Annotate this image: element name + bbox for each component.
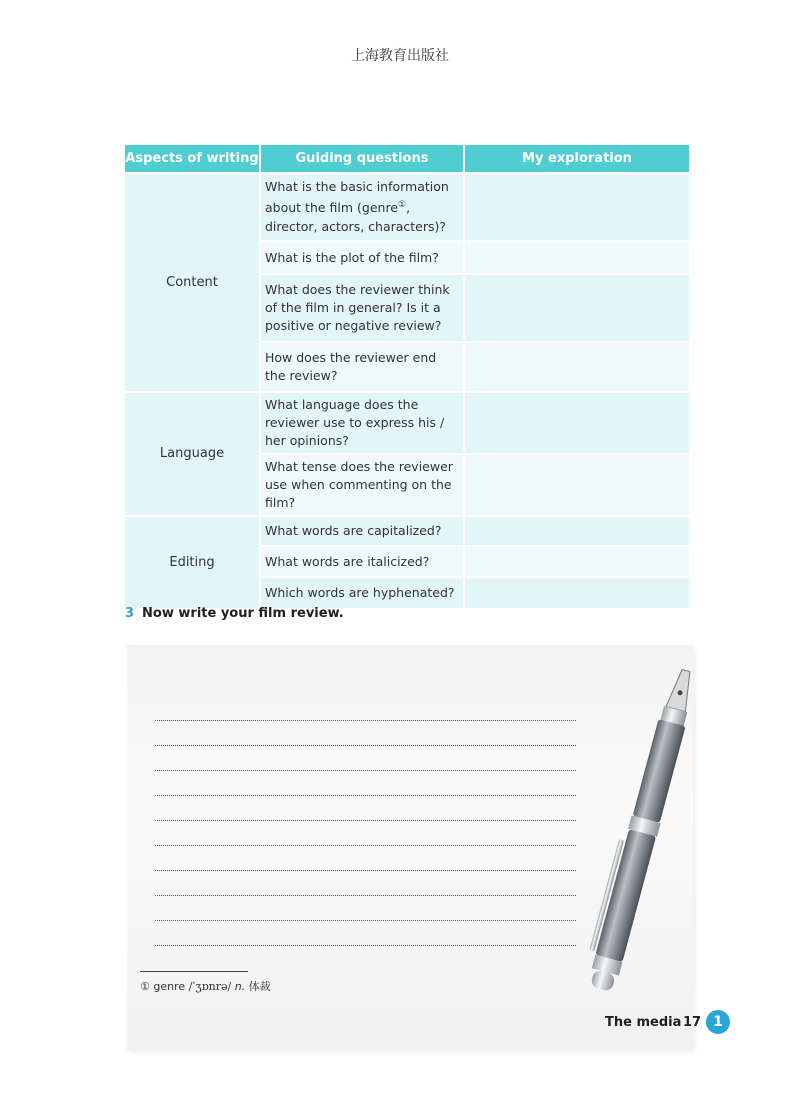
task-text: Now write your film review.: [142, 606, 344, 621]
writing-line[interactable]: [155, 820, 576, 821]
question-text: What is the basic information about the film (genre: [265, 179, 449, 216]
question-cell: Which words are hyphenated?: [260, 577, 464, 608]
unit-title: The media: [605, 1015, 682, 1030]
writing-line[interactable]: [155, 770, 576, 771]
footnote-rule: [140, 971, 248, 972]
exploration-cell[interactable]: [464, 577, 689, 608]
footnote-mark: ①: [140, 980, 150, 993]
question-cell: What words are capitalized?: [260, 516, 464, 546]
page-number: 17: [683, 1015, 702, 1030]
writing-line[interactable]: [155, 895, 576, 896]
exploration-cell[interactable]: [464, 241, 689, 274]
aspect-language: Language: [125, 392, 260, 516]
question-cell: What words are italicized?: [260, 546, 464, 577]
aspect-editing: Editing: [125, 516, 260, 608]
writing-line[interactable]: [155, 920, 576, 921]
exploration-cell[interactable]: [464, 173, 689, 241]
writing-line[interactable]: [155, 745, 576, 746]
footnote: [140, 978, 271, 994]
exploration-cell[interactable]: [464, 516, 689, 546]
exploration-cell[interactable]: [464, 392, 689, 454]
header-exploration: My exploration: [464, 145, 689, 173]
writing-line[interactable]: [155, 870, 576, 871]
exploration-cell[interactable]: [464, 454, 689, 516]
footnote-mark: ①: [398, 200, 407, 211]
fountain-pen-icon: [588, 660, 698, 1010]
writing-lines[interactable]: [155, 720, 576, 970]
exploration-cell[interactable]: [464, 274, 689, 342]
task-number: 3: [125, 606, 135, 621]
task-instruction: [125, 606, 344, 621]
exploration-cell[interactable]: [464, 342, 689, 392]
question-cell: What is the plot of the film?: [260, 241, 464, 274]
table-header-row: [125, 145, 689, 173]
question-text: , director, actors, characters)?: [265, 200, 447, 234]
exploration-cell[interactable]: [464, 546, 689, 577]
question-cell: What language does the reviewer use to express his / her opinions?: [260, 392, 464, 454]
question-cell: What tense does the reviewer use when commenting on the film?: [260, 454, 464, 516]
table-row: [125, 173, 689, 241]
footnote-pos: n.: [234, 980, 246, 993]
footnote-meaning: 体裁: [248, 980, 271, 993]
header-aspects: Aspects of writing: [125, 145, 260, 173]
aspect-content: Content: [125, 173, 260, 392]
writing-line[interactable]: [155, 845, 576, 846]
question-cell: How does the reviewer end the review?: [260, 342, 464, 392]
header-questions: Guiding questions: [260, 145, 464, 173]
writing-guide-table: [125, 145, 689, 608]
footnote-phonetic: /ˈʒɒnrə/: [188, 980, 232, 993]
question-cell: [260, 173, 464, 241]
publisher-header: 上海教育出版社: [351, 48, 449, 64]
question-cell: What does the reviewer think of the film in general? Is it a positive or negative review?: [260, 274, 464, 342]
table-row: [125, 516, 689, 546]
table-row: [125, 392, 689, 454]
writing-line[interactable]: [155, 795, 576, 796]
writing-line[interactable]: [155, 945, 576, 946]
writing-line[interactable]: [155, 720, 576, 721]
unit-badge: 1: [706, 1010, 730, 1034]
footnote-word: genre: [153, 980, 186, 993]
